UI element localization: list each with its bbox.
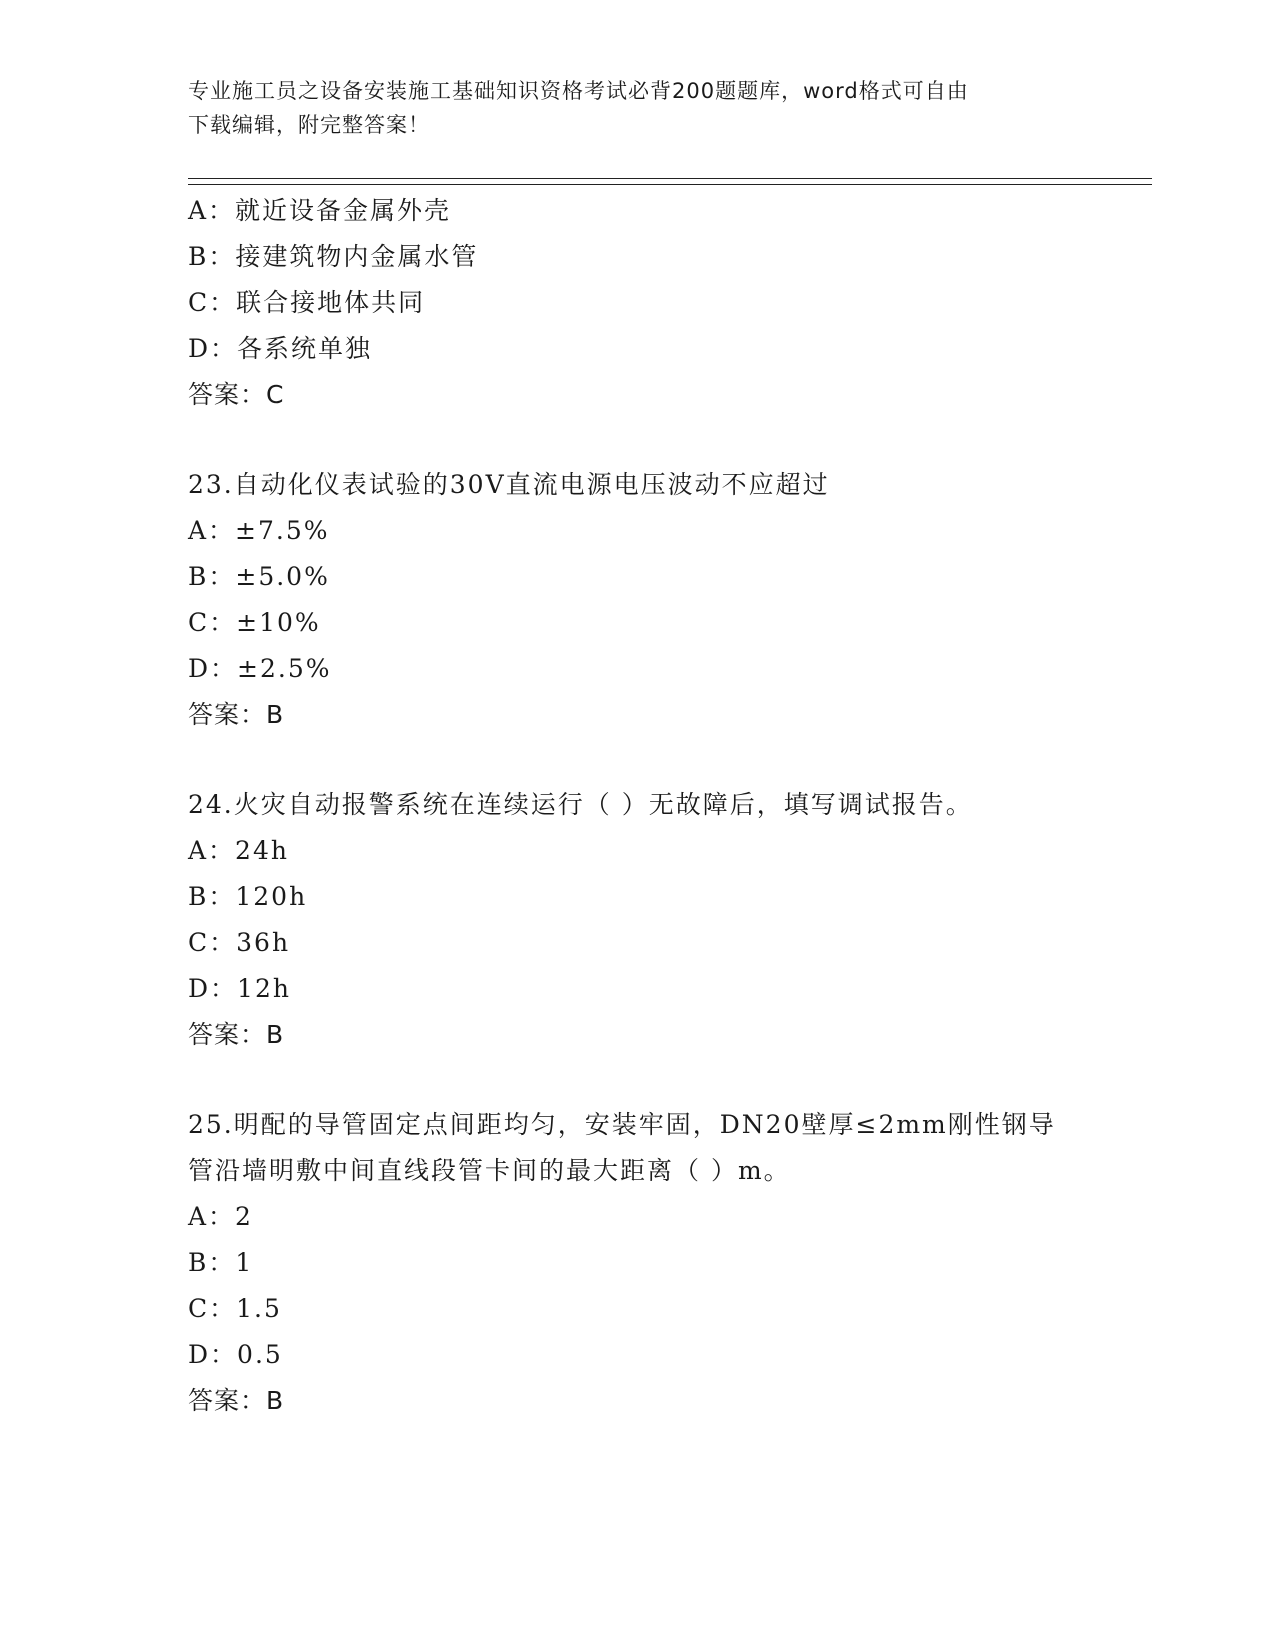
question-text: 24.火灾自动报警系统在连续运行（ ）无故障后，填写调试报告。 (188, 790, 973, 819)
spacer (188, 418, 1148, 462)
option-c: C：±10% (188, 608, 321, 637)
option-c: C：36h (188, 928, 291, 957)
header-line-2: 下载编辑，附完整答案！ (188, 113, 430, 137)
header-line-1: 专业施工员之设备安装施工基础知识资格考试必背200题题库，word格式可自由 (188, 79, 969, 103)
question-text: 23.自动化仪表试验的30V直流电源电压波动不应超过 (188, 470, 830, 499)
option-c: C：联合接地体共同 (188, 288, 426, 317)
option-b: B：1 (188, 1248, 254, 1277)
answer: 答案：B (188, 700, 285, 729)
spacer (188, 738, 1148, 782)
header-divider-top (188, 178, 1152, 179)
option-a: A：2 (188, 1202, 253, 1231)
question-22 (188, 188, 1148, 418)
spacer (188, 1058, 1148, 1102)
question-24 (188, 782, 1148, 1058)
question-25 (188, 1102, 1148, 1424)
option-b: B：120h (188, 882, 308, 911)
question-text-line-2: 管沿墙明敷中间直线段管卡间的最大距离（ ）m。 (188, 1156, 791, 1185)
option-a: A：就近设备金属外壳 (188, 196, 452, 225)
option-b: B：±5.0% (188, 562, 330, 591)
question-text-line-1: 25.明配的导管固定点间距均匀，安装牢固，DN20壁厚≤2mm刚性钢导 (188, 1110, 1056, 1139)
option-a: A：±7.5% (188, 516, 330, 545)
option-d: D：±2.5% (188, 654, 332, 683)
option-a: A：24h (188, 836, 289, 865)
document-header (188, 74, 1088, 142)
option-d: D：各系统单独 (188, 334, 373, 363)
option-c: C：1.5 (188, 1294, 282, 1323)
answer: 答案：C (188, 380, 285, 409)
header-divider-bottom (188, 184, 1152, 185)
option-b: B：接建筑物内金属水管 (188, 242, 479, 271)
option-d: D：12h (188, 974, 291, 1003)
answer: 答案：B (188, 1020, 285, 1049)
option-d: D：0.5 (188, 1340, 283, 1369)
question-23 (188, 462, 1148, 738)
question-list (188, 188, 1148, 1424)
answer: 答案：B (188, 1386, 285, 1415)
